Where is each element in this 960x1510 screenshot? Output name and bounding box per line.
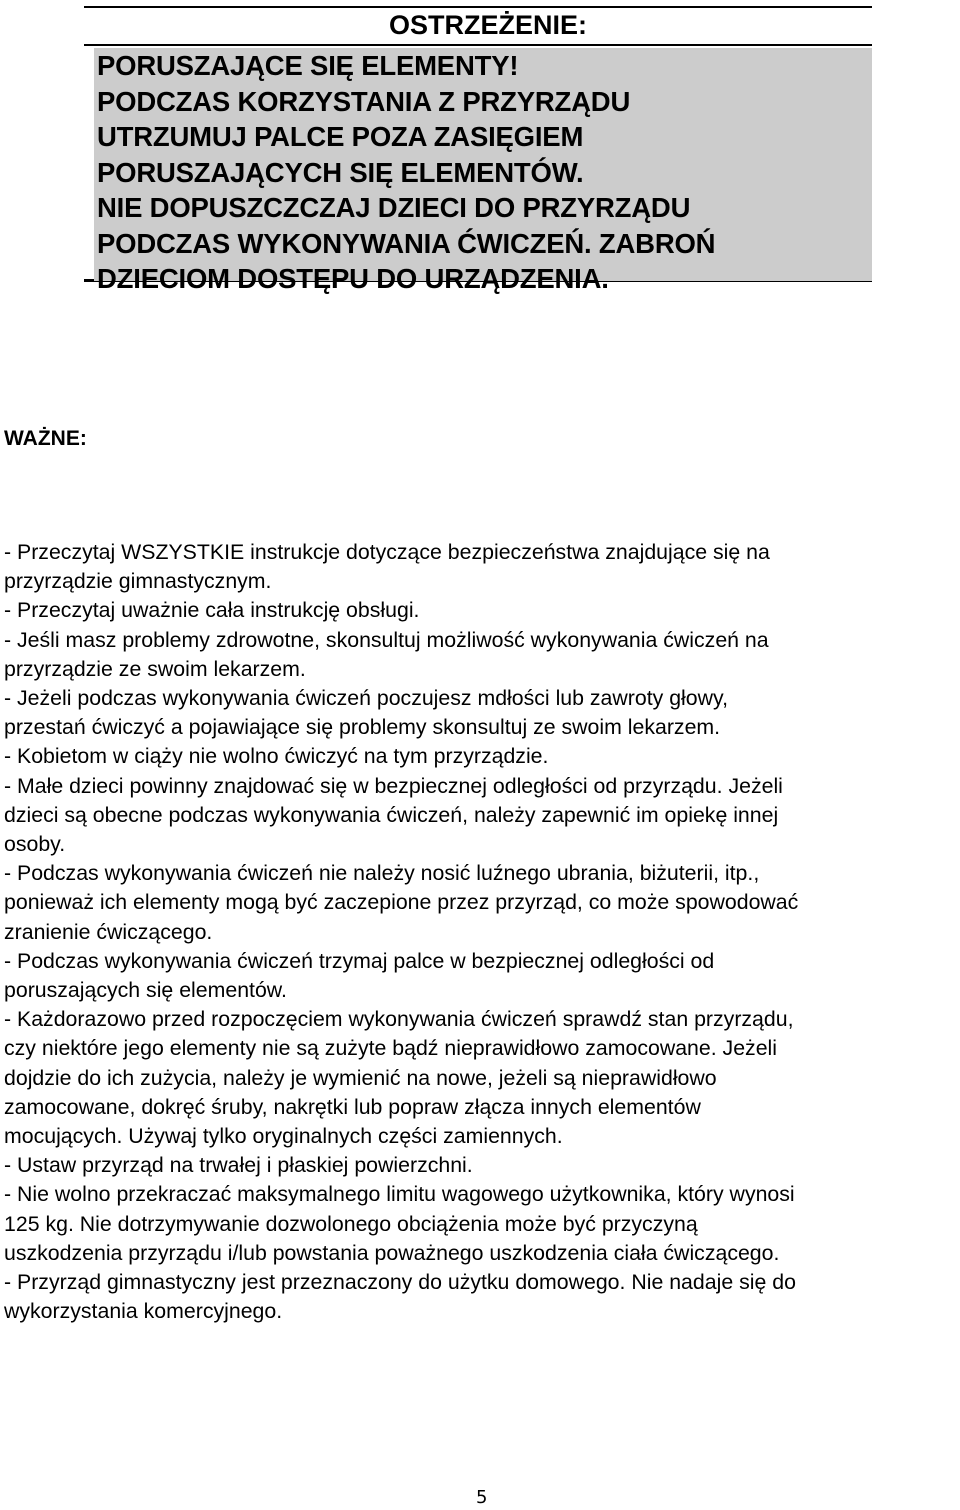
- instruction-line: - Przeczytaj uważnie cała instrukcję obsługi.: [4, 598, 420, 623]
- instruction-line: przestań ćwiczyć a pojawiające się problemy skonsultuj ze swoim lekarzem.: [4, 715, 721, 740]
- warning-line: DZIECIOM DOSTĘPU DO URZĄDZENIA.: [97, 263, 609, 294]
- instruction-line: dzieci są obecne podczas wykonywania ćwiczeń, należy zapewnić im opiekę innej: [4, 802, 779, 827]
- warning-line: PORUSZAJĄCYCH SIĘ ELEMENTÓW.: [97, 156, 584, 188]
- instruction-line: przyrządzie ze swoim lekarzem.: [4, 656, 306, 681]
- instruction-line: zranienie ćwiczącego.: [4, 919, 213, 944]
- instruction-line: dojdzie do ich zużycia, należy je wymienić na nowe, jeżeli są nieprawidłowo: [4, 1065, 717, 1090]
- instruction-line: uszkodzenia przyrządu i/lub powstania poważnego uszkodzenia ciała ćwiczącego.: [4, 1240, 780, 1265]
- warning-line: PODCZAS KORZYSTANIA Z PRZYRZĄDU: [97, 85, 631, 117]
- instruction-line: - Podczas wykonywania ćwiczeń trzymaj palce w bezpiecznej odległości od: [4, 948, 715, 973]
- instruction-line: - Małe dzieci powinny znajdować się w bezpiecznej odległości od przyrządu. Jeżeli: [4, 773, 783, 798]
- instruction-line: - Jeżeli podczas wykonywania ćwiczeń poczujesz mdłości lub zawroty głowy,: [4, 686, 728, 711]
- instruction-line: przyrządzie gimnastycznym.: [4, 569, 272, 594]
- instruction-line: poruszających się elementów.: [4, 978, 287, 1003]
- warning-line: NIE DOPUSZCZCZAJ DZIECI DO PRZYRZĄDU: [97, 192, 691, 223]
- warning-divider: [84, 44, 872, 46]
- warning-line: PORUSZAJĄCE SIĘ ELEMENTY!: [97, 50, 519, 81]
- warning-title: OSTRZEŻENIE:: [388, 10, 587, 40]
- important-heading: WAŻNE:: [4, 427, 87, 450]
- instruction-line: - Każdorazowo przed rozpoczęciem wykonywania ćwiczeń sprawdź stan przyrządu,: [4, 1007, 794, 1032]
- instruction-line: osoby.: [4, 832, 66, 857]
- instruction-line: - Jeśli masz problemy zdrowotne, skonsultuj możliwość wykonywania ćwiczeń na: [4, 627, 769, 652]
- instruction-line: - Przeczytaj WSZYSTKIE instrukcje dotyczące bezpieczeństwa znajdujące się na: [4, 540, 770, 564]
- instruction-line: - Nie wolno przekraczać maksymalnego limitu wagowego użytkownika, który wynosi: [4, 1182, 795, 1207]
- instruction-line: - Kobietom w ciąży nie wolno ćwiczyć na tym przyrządzie.: [4, 744, 549, 769]
- instruction-line: mocujących. Używaj tylko oryginalnych części zamiennych.: [4, 1124, 563, 1149]
- instruction-line: - Podczas wykonywania ćwiczeń nie należy nosić luźnego ubrania, biżuterii, itp.,: [4, 861, 760, 886]
- instruction-line: - Ustaw przyrząd na trwałej i płaskiej powierzchni.: [4, 1153, 473, 1178]
- instruction-line: czy niektóre jego elementy nie są zużyte bądź nieprawidłowo zamocowane. Jeżeli: [4, 1036, 778, 1061]
- page-number: 5: [476, 1487, 488, 1508]
- instruction-line: zamocowane, dokręć śruby, nakrętki lub popraw złącza innych elementów: [4, 1094, 701, 1119]
- safety-instructions: [4, 538, 960, 1326]
- warning-box: [84, 6, 872, 294]
- instruction-line: wykorzystania komercyjnego.: [4, 1299, 283, 1324]
- warning-line: UTRZUMUJ PALCE POZA ZASIĘGIEM: [97, 121, 584, 152]
- instruction-line: - Przyrząd gimnastyczny jest przeznaczony do użytku domowego. Nie nadaje się do: [4, 1270, 796, 1295]
- instruction-line: ponieważ ich elementy mogą być zaczepione przez przyrząd, co może spowodować: [4, 890, 799, 915]
- warning-body: [94, 48, 872, 294]
- warning-line: PODCZAS WYKONYWANIA ĆWICZEŃ. ZABROŃ: [97, 227, 716, 259]
- instruction-line: 125 kg. Nie dotrzymywanie dozwolonego obciążenia może być przyczyną: [4, 1211, 698, 1236]
